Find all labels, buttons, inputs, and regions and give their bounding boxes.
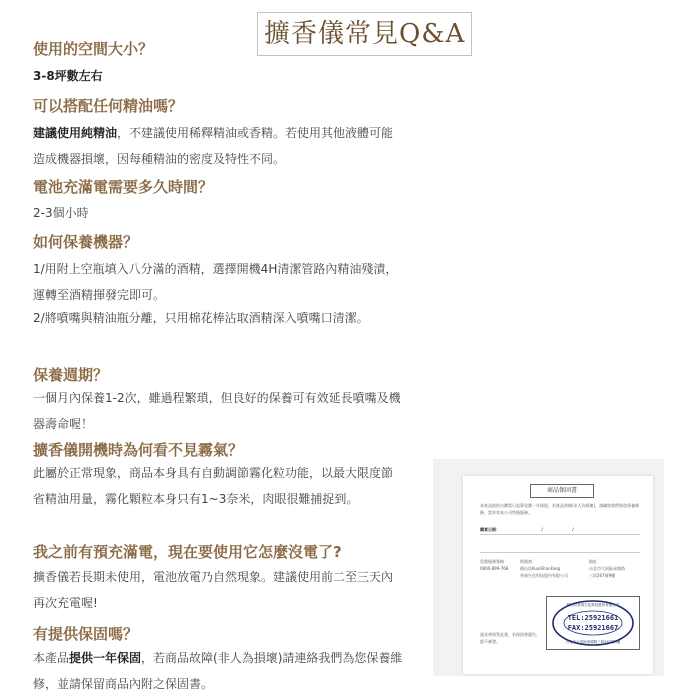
faq-question-2: 可以搭配任何精油嗎？ xyxy=(33,97,184,115)
warranty-title: 商品保固書 xyxy=(530,484,594,498)
faq-question-7: 我之前有預充滿電，現在要使用它怎麼沒電了? xyxy=(33,543,342,561)
faq-answer-4-step-2: 2/將噴嘴與精油瓶分離，只用棉花棒沾取酒精深入噴嘴口清潔。 xyxy=(33,311,369,325)
faq-answer-8 xyxy=(33,645,403,697)
warranty-service-label: 免費服務專線 xyxy=(480,559,504,564)
faq-answer-6: 此屬於正常現象，商品本身具有自動調節霧化粒功能，以最大限度節省精油用量，霧化顆粒本身只有1~3奈米，肉眼很難捕捉到。 xyxy=(33,466,394,506)
warranty-date-slash-1: / xyxy=(541,527,543,532)
faq-answer-8-text: ，若商品故障(非人為損壞)請連絡我們為您保養維修，並請保留商品內附之保固書。 xyxy=(33,651,403,691)
warranty-address-line-2: 三段267號9樓 xyxy=(589,573,616,578)
warranty-address xyxy=(589,558,649,579)
faq-question-1: 使用的空間大小？ xyxy=(33,40,154,58)
warranty-dealer-company: 茶祿生化科技股份有限公司 xyxy=(520,573,568,578)
warranty-dealer-brand: 積山坊KuaiShanFang xyxy=(520,566,561,571)
warranty-stamp-box xyxy=(546,596,640,650)
warranty-card xyxy=(463,476,653,674)
faq-question-8: 有提供保固嗎？ xyxy=(33,625,139,643)
seal-top-text: 積山坊茶祿生化科技股份有限公司 xyxy=(566,603,620,607)
warranty-dealer-label: 經銷商 xyxy=(520,559,532,564)
faq-question-6: 擴香儀開機時為何看不見霧氣？ xyxy=(33,441,244,459)
faq-question-5: 保養週期？ xyxy=(33,366,109,384)
faq-answer-2 xyxy=(33,120,403,172)
warranty-date-label: 購買日期： xyxy=(480,527,500,532)
faq-answer-8-emphasis: 提供一年保固 xyxy=(69,651,142,665)
seal-fax: FAX:25921667 xyxy=(567,624,619,632)
warranty-date-row xyxy=(480,526,640,533)
faq-answer-1: 3-8坪數左右 xyxy=(33,69,103,83)
warranty-date-slash-2: / xyxy=(572,527,574,532)
warranty-note: 請妥善保管此書，若保固書遺失，恕不補發。 xyxy=(480,632,540,644)
page-title: 擴香儀常見Q&A xyxy=(257,12,472,56)
warranty-divider xyxy=(480,552,640,553)
faq-answer-8-prefix: 本產品 xyxy=(33,651,70,665)
faq-answer-5: 一個月內保養1-2次，雖過程繁瑣，但良好的保養可有效延長噴嘴及機器壽命喔！ xyxy=(33,391,401,431)
warranty-divider xyxy=(480,534,640,535)
faq-question-3: 電池充滿電需要多久時間？ xyxy=(33,178,214,196)
faq-question-4: 如何保養機器？ xyxy=(33,233,139,251)
faq-answer-2-text: ，不建議使用稀釋精油或香精。若使用其他液體可能造成機器損壞，因每種精油的密度及特性不同。 xyxy=(33,126,394,166)
warranty-dealer xyxy=(520,558,590,579)
seal-bottom-text: 台北市大同區承德路三段267號9樓 xyxy=(565,640,621,644)
company-seal xyxy=(551,599,635,647)
warranty-intro: 本產品提供自購買日起算免費一年保固，若產品故障(非人為損壞)，請聯絡我們與您保養維修，當享有本公司售後服務。 xyxy=(480,503,640,515)
warranty-address-label: 地址 xyxy=(589,559,597,564)
faq-answer-3: 2-3個小時 xyxy=(33,206,89,220)
warranty-service-number: 0800-899-768 xyxy=(480,566,509,571)
warranty-address-line-1: 台北市大同區承德路 xyxy=(589,566,625,571)
faq-answer-4-step-1: 1/用附上空瓶填入八分滿的酒精，選擇開機4H清潔管路內精油殘漬，運轉至酒精揮發完即可。 xyxy=(33,262,398,302)
faq-answer-2-emphasis: 建議使用純精油 xyxy=(33,126,118,140)
faq-answer-7: 擴香儀若長期未使用，電池放電乃自然現象。建議使用前二至三天內再次充電喔! xyxy=(33,570,394,610)
seal-tel: TEL:25921661 xyxy=(567,614,619,622)
